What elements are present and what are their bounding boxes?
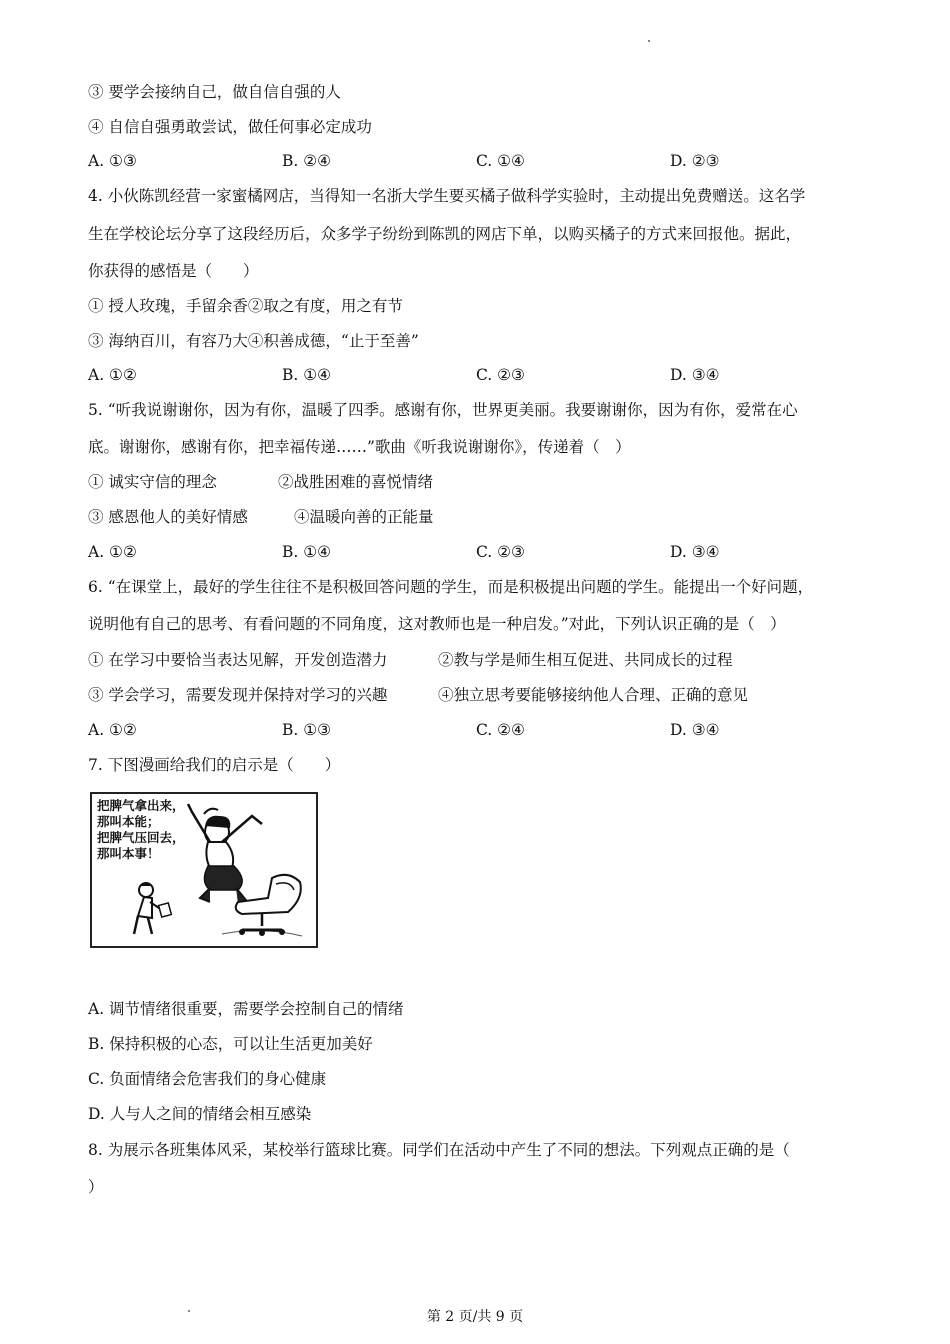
- q5-option-a[interactable]: A. ①②: [88, 543, 137, 561]
- q6-items-row-1: [88, 650, 868, 672]
- q7-stem: 7. 下图漫画给我们的启示是（ ）: [88, 756, 341, 774]
- q6-item-3: ③ 学会学习，需要发现并保持对学习的兴趣: [88, 686, 388, 704]
- q8-stem-line-1: 8. 为展示各班集体风采，某校举行篮球比赛。同学们在活动中产生了不同的想法。下列观点正确的是（: [88, 1141, 790, 1159]
- cartoon-caption-line-4: 那叫本事！: [97, 846, 160, 861]
- q5-item-2: ②战胜困难的喜悦情绪: [278, 473, 434, 491]
- q4-options: [88, 365, 868, 387]
- q4-option-d[interactable]: D. ③④: [670, 366, 720, 384]
- q3-options: [88, 151, 868, 173]
- q3-option-a[interactable]: A. ①③: [88, 152, 137, 170]
- q7-option-b[interactable]: B. 保持积极的心态，可以让生活更加美好: [88, 1035, 373, 1053]
- q7-cartoon: [90, 792, 318, 948]
- q5-item-3: ③ 感恩他人的美好情感: [88, 508, 248, 526]
- cartoon-caption-line-3: 把脾气压回去，: [97, 830, 185, 845]
- q6-item-1: ① 在学习中要恰当表达见解，开发创造潜力: [88, 651, 388, 669]
- q7-option-a[interactable]: A. 调节情绪很重要，需要学会控制自己的情绪: [88, 1000, 404, 1018]
- q3-option-b[interactable]: B. ②④: [282, 152, 332, 170]
- q5-stem-line-1: 5. “听我说谢谢你，因为有你，温暖了四季。感谢有你，世界更美丽。我要谢谢你，因为有你，爱常在心: [88, 401, 798, 419]
- q6-option-a[interactable]: A. ①②: [88, 721, 137, 739]
- q3-option-c[interactable]: C. ①④: [476, 152, 525, 170]
- q6-options: [88, 720, 868, 742]
- q6-stem-line-2: 说明他有自己的思考、有看问题的不同角度，这对教师也是一种启发。”对此，下列认识正确的是（ ）: [88, 615, 786, 633]
- q4-items-line-2: ③ 海纳百川，有容乃大④积善成德，“止于至善”: [88, 332, 419, 350]
- q7-option-d[interactable]: D. 人与人之间的情绪会相互感染: [88, 1105, 312, 1123]
- q5-options: [88, 542, 868, 564]
- scan-dot: [648, 40, 650, 42]
- q6-option-d[interactable]: D. ③④: [670, 721, 720, 739]
- cartoon-caption: [97, 798, 185, 862]
- q4-stem-line-3: 你获得的感悟是（ ）: [88, 262, 259, 280]
- q5-items-row-1: [88, 472, 868, 494]
- q4-option-b[interactable]: B. ①④: [282, 366, 332, 384]
- q7-option-c[interactable]: C. 负面情绪会危害我们的身心健康: [88, 1070, 327, 1088]
- q4-stem-line-2: 生在学校论坛分享了这段经历后，众多学子纷纷到陈凯的网店下单，以购买橘子的方式来回报他。据此，: [88, 225, 802, 243]
- q6-items-row-2: [88, 685, 868, 707]
- q5-option-d[interactable]: D. ③④: [670, 543, 720, 561]
- q3-option-d[interactable]: D. ②③: [670, 152, 720, 170]
- q4-stem-line-1: 4. 小伙陈凯经营一家蜜橘网店，当得知一名浙大学生要买橘子做科学实验时，主动提出免费赠送。这名学: [88, 187, 806, 205]
- cartoon-caption-line-2: 那叫本能；: [97, 814, 160, 829]
- q3-item-4: ④ 自信自强勇敢尝试，做任何事必定成功: [88, 118, 372, 136]
- q4-items-line-1: ① 授人玫瑰，手留余香②取之有度，用之有节: [88, 297, 403, 315]
- q4-option-c[interactable]: C. ②③: [476, 366, 525, 384]
- q5-items-row-2: [88, 507, 868, 529]
- q6-option-b[interactable]: B. ①③: [282, 721, 332, 739]
- q8-stem-line-2: ）: [88, 1178, 104, 1196]
- q5-option-b[interactable]: B. ①④: [282, 543, 332, 561]
- q5-item-4: ④温暖向善的正能量: [294, 508, 434, 526]
- page-footer: 第 2 页/共 9 页: [426, 1309, 524, 1325]
- q3-item-3: ③ 要学会接纳自己，做自信自强的人: [88, 83, 341, 101]
- q6-item-4: ④独立思考要能够接纳他人合理、正确的意见: [438, 686, 749, 704]
- q5-option-c[interactable]: C. ②③: [476, 543, 525, 561]
- q4-option-a[interactable]: A. ①②: [88, 366, 137, 384]
- q6-item-2: ②教与学是师生相互促进、共同成长的过程: [438, 651, 733, 669]
- q5-item-1: ① 诚实守信的理念: [88, 473, 217, 491]
- cartoon-caption-line-1: 把脾气拿出来，: [97, 798, 185, 813]
- q6-option-c[interactable]: C. ②④: [476, 721, 525, 739]
- q6-stem-line-1: 6. “在课堂上，最好的学生往往不是积极回答问题的学生，而是积极提出问题的学生。能提出一个好问题，: [88, 578, 814, 596]
- q5-stem-line-2: 底。谢谢你，感谢有你，把幸福传递……”歌曲《听我说谢谢你》，传递着（ ）: [88, 438, 631, 456]
